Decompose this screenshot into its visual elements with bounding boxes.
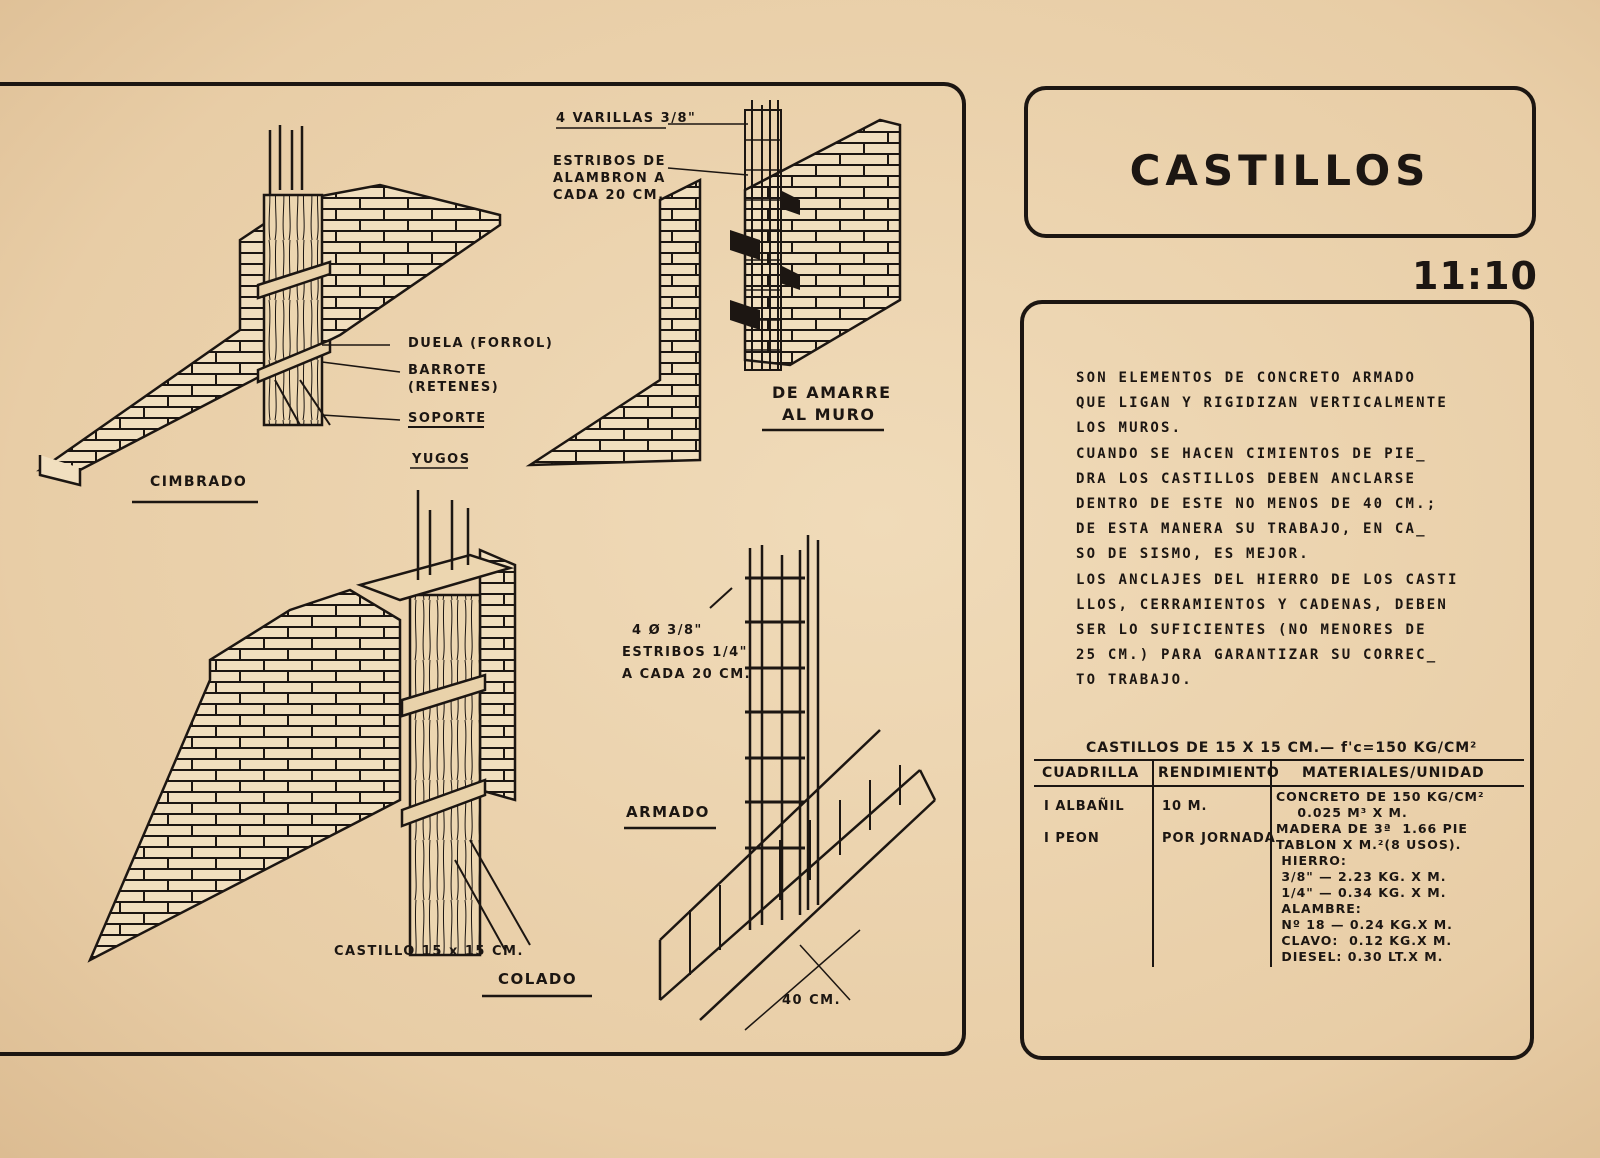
label-armado: ARMADO [626,803,710,821]
description-line: SON ELEMENTOS DE CONCRETO ARMADO [1076,370,1417,386]
label-varillas: 4 VARILLAS 3/8" [556,111,697,126]
page-code: 11:10 [1412,254,1538,298]
label-cimbrado: CIMBRADO [150,474,248,490]
description-line: SO DE SISMO, ES MEJOR. [1076,546,1310,563]
cell-cuadrilla: I ALBAÑIL I PEON [1044,799,1125,846]
header-rendimiento: RENDIMIENTO [1158,765,1280,781]
label-dim-40: 40 CM. [782,993,842,1008]
armado-drawing [660,535,935,1030]
description-line: LOS MUROS. [1076,420,1183,437]
label-rebar-3: A CADA 20 CM. [622,667,752,682]
table-caption: CASTILLOS DE 15 X 15 CM.— f'c=150 KG/CM² [1086,740,1478,756]
description-line: SER LO SUFICIENTES (NO MENORES DE [1076,622,1427,639]
label-yugos: YUGOS [412,452,471,467]
colado-drawing [90,490,530,960]
cell-rendimiento: 10 M. POR JORNADA [1162,799,1276,846]
label-retenes: (RETENES) [408,380,500,395]
label-rebar-2: ESTRIBOS 1/4" [622,645,748,660]
description-line: TO TRABAJO. [1076,672,1193,689]
description-line: 25 CM.) PARA GARANTIZAR SU CORREC_ [1076,647,1438,664]
amarre-leaders [668,124,748,175]
label-estribos-3: CADA 20 CM. [553,188,665,203]
title-box [1024,86,1536,238]
label-barrote: BARROTE [408,363,488,378]
description-text [1076,366,1506,694]
label-amarre-1: DE AMARRE [772,383,892,402]
label-castillo-size: CASTILLO 15 x 15 CM. [334,944,524,959]
header-materiales: MATERIALES/UNIDAD [1302,765,1485,781]
description-line: DE ESTA MANERA SU TRABAJO, EN CA_ [1076,521,1427,538]
description-line: LOS ANCLAJES DEL HIERRO DE LOS CASTI [1076,571,1459,588]
label-duela: DUELA (FORROL) [408,336,554,351]
description-line: CUANDO SE HACEN CIMIENTOS DE PIE_ [1076,445,1427,462]
label-soporte: SOPORTE [408,411,487,426]
description-line: LLOS, CERRAMIENTOS Y CADENAS, DEBEN [1076,596,1449,613]
page-title: CASTILLOS [1129,146,1431,195]
description-line: QUE LIGAN Y RIGIDIZAN VERTICALMENTE [1076,395,1449,412]
materials-table [1034,759,1524,1029]
header-cuadrilla: CUADRILLA [1042,765,1140,781]
description-line: DRA LOS CASTILLOS DEBEN ANCLARSE [1076,470,1417,487]
description-panel [1020,300,1534,1060]
cell-materiales: CONCRETO DE 150 KG/CM² 0.025 M³ X M. MADERA DE 3ª 1.66 PIE TABLON X M.²(8 USOS). HIERRO: 3/8" — 2.23 KG. X M. 1/4" — 0.34 KG. X M. ALAMBRE: Nº 18 — 0.24 KG.X M. CLAVO: 0.12 KG.X M. DIESEL: 0.30 LT.X M. [1276,789,1485,964]
label-estribos-2: ALAMBRON A [553,171,666,186]
label-amarre-2: AL MURO [782,405,876,424]
cimbrado-drawing [40,125,500,485]
label-estribos-1: ESTRIBOS DE [553,154,666,169]
cimbrado-leaders [322,345,400,420]
label-rebar-1: 4 Ø 3/8" [632,623,703,638]
label-colado: COLADO [498,970,578,988]
description-line: DENTRO DE ESTE NO MENOS DE 40 CM.; [1076,496,1438,513]
